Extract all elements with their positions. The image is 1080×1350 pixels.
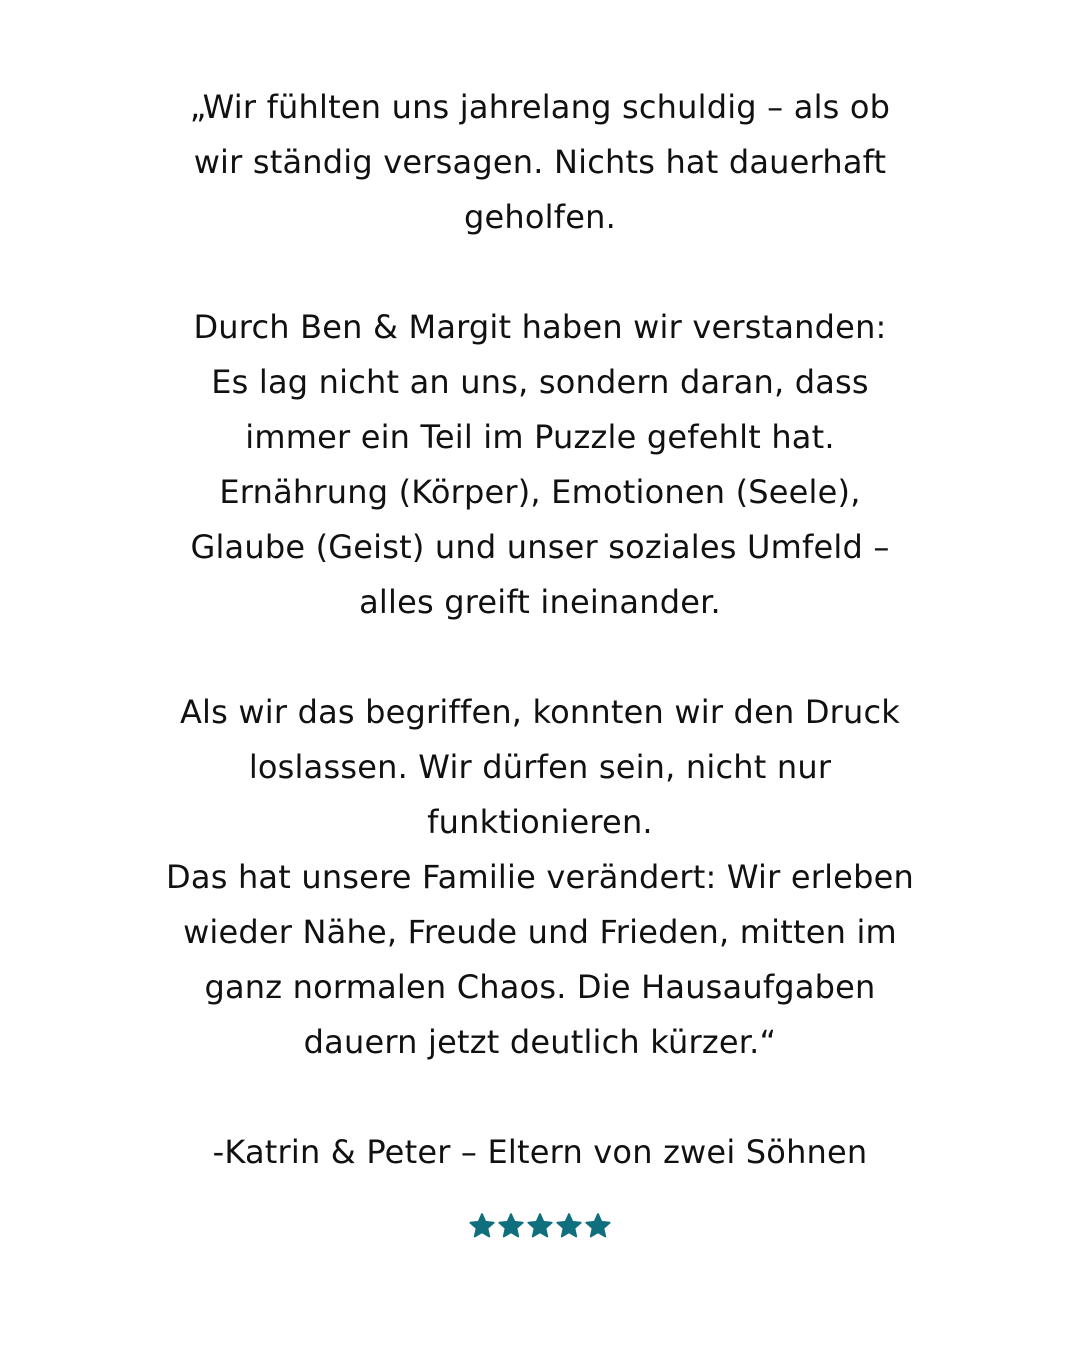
paragraph-gap <box>140 630 940 685</box>
testimonial-quote <box>140 80 940 1180</box>
quote-line: Es lag nicht an uns, sondern daran, dass <box>211 363 869 401</box>
star-rating <box>0 1212 1080 1248</box>
quote-line: dauern jetzt deutlich kürzer.“ <box>303 1023 777 1061</box>
quote-line: funktionieren. <box>427 803 653 841</box>
quote-line: ganz normalen Chaos. Die Hausaufgaben <box>204 968 876 1006</box>
star-icon <box>468 1212 496 1240</box>
quote-line: Das hat unsere Familie verändert: Wir erleben <box>166 858 914 896</box>
paragraph-gap <box>140 245 940 300</box>
quote-line: Ernährung (Körper), Emotionen (Seele), <box>219 473 861 511</box>
quote-line: Glaube (Geist) und unser soziales Umfeld – <box>190 528 890 566</box>
quote-line: Durch Ben & Margit haben wir verstanden: <box>193 308 887 346</box>
quote-line: immer ein Teil im Puzzle gefehlt hat. <box>245 418 835 456</box>
quote-line: „Wir fühlten uns jahrelang schuldig – als ob <box>189 88 891 126</box>
quote-line: loslassen. Wir dürfen sein, nicht nur <box>248 748 832 786</box>
star-icon <box>497 1212 525 1240</box>
testimonial-author: -Katrin & Peter – Eltern von zwei Söhnen <box>212 1133 868 1171</box>
quote-line: Als wir das begriffen, konnten wir den Druck <box>179 693 901 731</box>
star-icon <box>555 1212 583 1240</box>
quote-line: geholfen. <box>464 198 616 236</box>
paragraph-gap <box>140 1070 940 1125</box>
quote-line: wir ständig versagen. Nichts hat dauerhaft <box>193 143 887 181</box>
quote-line: alles greift ineinander. <box>359 583 721 621</box>
star-icon <box>526 1212 554 1240</box>
star-icon <box>584 1212 612 1240</box>
quote-line: wieder Nähe, Freude und Frieden, mitten im <box>183 913 897 951</box>
